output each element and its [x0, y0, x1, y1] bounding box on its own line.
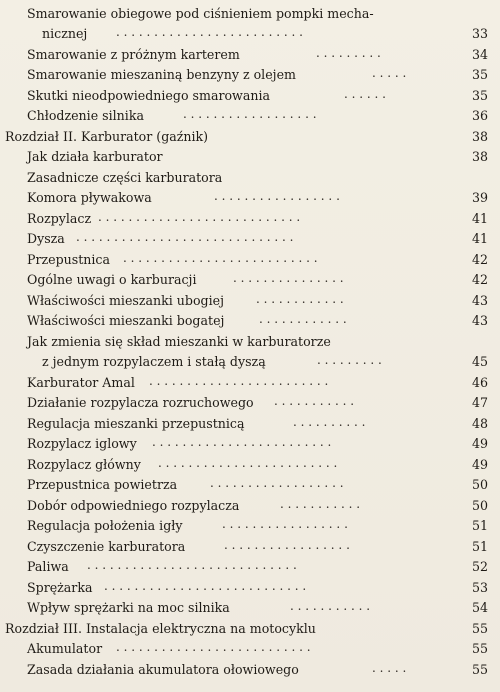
page-number: 48 — [471, 416, 488, 431]
entry-title: Zasada działania akumulatora ołowiowego — [27, 662, 299, 677]
page-number: 51 — [471, 518, 488, 533]
entry-title: Wpływ sprężarki na moc silnika — [27, 600, 230, 615]
dot-leader: . . . . . . . . . . — [293, 415, 366, 429]
entry-title: Smarowanie obiegowe pod ciśnieniem pompki mecha- — [27, 6, 374, 21]
entry-title: Chłodzenie silnika — [27, 108, 144, 123]
dot-leader: . . . . . . . . . . . . . . . . . — [214, 189, 340, 203]
toc-entry — [0, 414, 500, 434]
toc-entry — [0, 496, 500, 516]
page-number: 36 — [471, 108, 488, 123]
dot-leader: . . . . . . . . . . . . . . . . . . . . . . . . — [149, 374, 329, 388]
dot-leader: . . . . . . . . . — [317, 353, 382, 367]
dot-leader: . . . . . . . . . . . . . . . . . . — [183, 107, 317, 121]
toc-entry — [0, 393, 500, 413]
entry-title: Dobór odpowiedniego rozpylacza — [27, 498, 240, 513]
toc-entry — [0, 65, 500, 85]
entry-title: Właściwości mieszanki ubogiej — [27, 293, 224, 308]
entry-title: Komora pływakowa — [27, 190, 152, 205]
toc-entry — [0, 106, 500, 126]
toc-entry — [0, 250, 500, 270]
dot-leader: . . . . . . . . . . . . . . . . . . . . . . . . . . — [123, 251, 318, 265]
toc-entry — [0, 660, 500, 680]
dot-leader: . . . . . . . . . . . — [290, 599, 371, 613]
page-number: 55 — [471, 662, 488, 677]
page-number: 38 — [471, 149, 488, 164]
toc-entry — [0, 557, 500, 577]
page-number: 42 — [471, 252, 488, 267]
toc-entry — [0, 168, 500, 188]
toc-entry — [0, 147, 500, 167]
dot-leader: . . . . . . . . . . . . . . . . . . . . . . . . . . . — [98, 210, 301, 224]
entry-title: Jak zmienia się skład mieszanki w karburatorze — [27, 334, 331, 349]
page-number: 50 — [471, 477, 488, 492]
entry-title: Skutki nieodpowiedniego smarowania — [27, 88, 270, 103]
toc-entry — [0, 516, 500, 536]
page-number: 47 — [471, 395, 488, 410]
dot-leader: . . . . . . . . . . . . . . . . . — [222, 517, 348, 531]
toc-entry — [0, 45, 500, 65]
entry-title: Rozdział II. Karburator (gaźnik) — [5, 129, 209, 144]
page-number: 41 — [471, 231, 488, 246]
toc-entry — [0, 373, 500, 393]
dot-leader: . . . . . . . . . . . . — [256, 292, 344, 306]
entry-title: Smarowanie z próżnym karterem — [27, 47, 240, 62]
toc-entry — [0, 434, 500, 454]
dot-leader: . . . . . . . . . . . — [274, 394, 355, 408]
entry-title: Regulacja mieszanki przepustnicą — [27, 416, 245, 431]
entry-title: Karburator Amal — [27, 375, 135, 390]
toc-entry — [0, 86, 500, 106]
chapter-heading — [0, 127, 500, 147]
entry-title: Przepustnica — [27, 252, 110, 267]
dot-leader: . . . . . . . . . . . . . . . . . . . . . . . . . . . . . — [76, 230, 294, 244]
page-number: 38 — [471, 129, 488, 144]
dot-leader: . . . . . . . . . . . . . . . . . . . . . . . . . . . — [104, 579, 307, 593]
dot-leader: . . . . . . — [344, 87, 386, 101]
dot-leader: . . . . . . . . . . . . — [259, 312, 347, 326]
dot-leader: . . . . . . . . . . . . . . . . . . . . . . . . . . . . — [87, 558, 297, 572]
dot-leader: . . . . . — [372, 661, 407, 675]
dot-leader: . . . . . . . . . . . . . . . . . . — [210, 476, 344, 490]
toc-entry — [0, 455, 500, 475]
page-number: 41 — [471, 211, 488, 226]
dot-leader: . . . . . . . . . . . . . . . . . . . . . . . . . — [116, 25, 303, 39]
entry-title: Paliwa — [27, 559, 69, 574]
entry-title: Rozpylacz — [27, 211, 92, 226]
dot-leader: . . . . . . . . . — [316, 46, 381, 60]
toc-entry — [0, 598, 500, 618]
entry-title: Właściwości mieszanki bogatej — [27, 313, 225, 328]
entry-title: Przepustnica powietrza — [27, 477, 178, 492]
page-number: 35 — [471, 67, 488, 82]
page-number: 52 — [471, 559, 488, 574]
entry-title: Zasadnicze części karburatora — [27, 170, 223, 185]
entry-title: Działanie rozpylacza rozruchowego — [27, 395, 254, 410]
chapter-heading — [0, 619, 500, 639]
entry-title: Dysza — [27, 231, 65, 246]
toc-entry — [0, 188, 500, 208]
toc-entry — [0, 291, 500, 311]
entry-title: nicznej — [42, 26, 88, 41]
toc-entry — [0, 270, 500, 290]
page-number: 35 — [471, 88, 488, 103]
toc-entry — [0, 24, 500, 44]
page-number: 49 — [471, 457, 488, 472]
page-number: 51 — [471, 539, 488, 554]
page-number: 42 — [471, 272, 488, 287]
page-number: 34 — [471, 47, 488, 62]
dot-leader: . . . . . . . . . . . . . . . . . . . . . . . . — [152, 435, 332, 449]
page-number: 43 — [471, 313, 488, 328]
page-number: 55 — [471, 641, 488, 656]
toc-entry — [0, 209, 500, 229]
toc-entry — [0, 578, 500, 598]
entry-title: Ogólne uwagi o karburacji — [27, 272, 197, 287]
toc-entry — [0, 311, 500, 331]
toc-entry — [0, 332, 500, 352]
page-number: 49 — [471, 436, 488, 451]
entry-title: Jak działa karburator — [27, 149, 163, 164]
toc-entry — [0, 229, 500, 249]
page-number: 54 — [471, 600, 488, 615]
dot-leader: . . . . . . . . . . . — [280, 497, 361, 511]
entry-title: Czyszczenie karburatora — [27, 539, 186, 554]
dot-leader: . . . . . . . . . . . . . . . . . — [224, 538, 350, 552]
dot-leader: . . . . . . . . . . . . . . . . . . . . . . . . — [158, 456, 338, 470]
entry-title: Rozdział III. Instalacja elektryczna na motocyklu — [5, 621, 316, 636]
page-number: 45 — [471, 354, 488, 369]
dot-leader: . . . . . . . . . . . . . . . — [233, 271, 344, 285]
page-number: 53 — [471, 580, 488, 595]
entry-title: Rozpylacz iglowy — [27, 436, 137, 451]
toc-entry — [0, 475, 500, 495]
entry-title: Sprężarka — [27, 580, 93, 595]
entry-title: Akumulator — [27, 641, 103, 656]
page-number: 43 — [471, 293, 488, 308]
entry-title: z jednym rozpylaczem i stałą dyszą — [42, 354, 266, 369]
page-number: 55 — [471, 621, 488, 636]
toc-entry — [0, 639, 500, 659]
page-number: 33 — [471, 26, 488, 41]
toc-entry — [0, 4, 500, 24]
entry-title: Regulacja położenia igły — [27, 518, 183, 533]
page-number: 46 — [471, 375, 488, 390]
toc-entry — [0, 537, 500, 557]
dot-leader: . . . . . — [372, 66, 407, 80]
toc-entry — [0, 352, 500, 372]
entry-title: Rozpylacz główny — [27, 457, 141, 472]
page-number: 39 — [471, 190, 488, 205]
entry-title: Smarowanie mieszaniną benzyny z olejem — [27, 67, 296, 82]
dot-leader: . . . . . . . . . . . . . . . . . . . . . . . . . . — [116, 640, 311, 654]
page-number: 50 — [471, 498, 488, 513]
